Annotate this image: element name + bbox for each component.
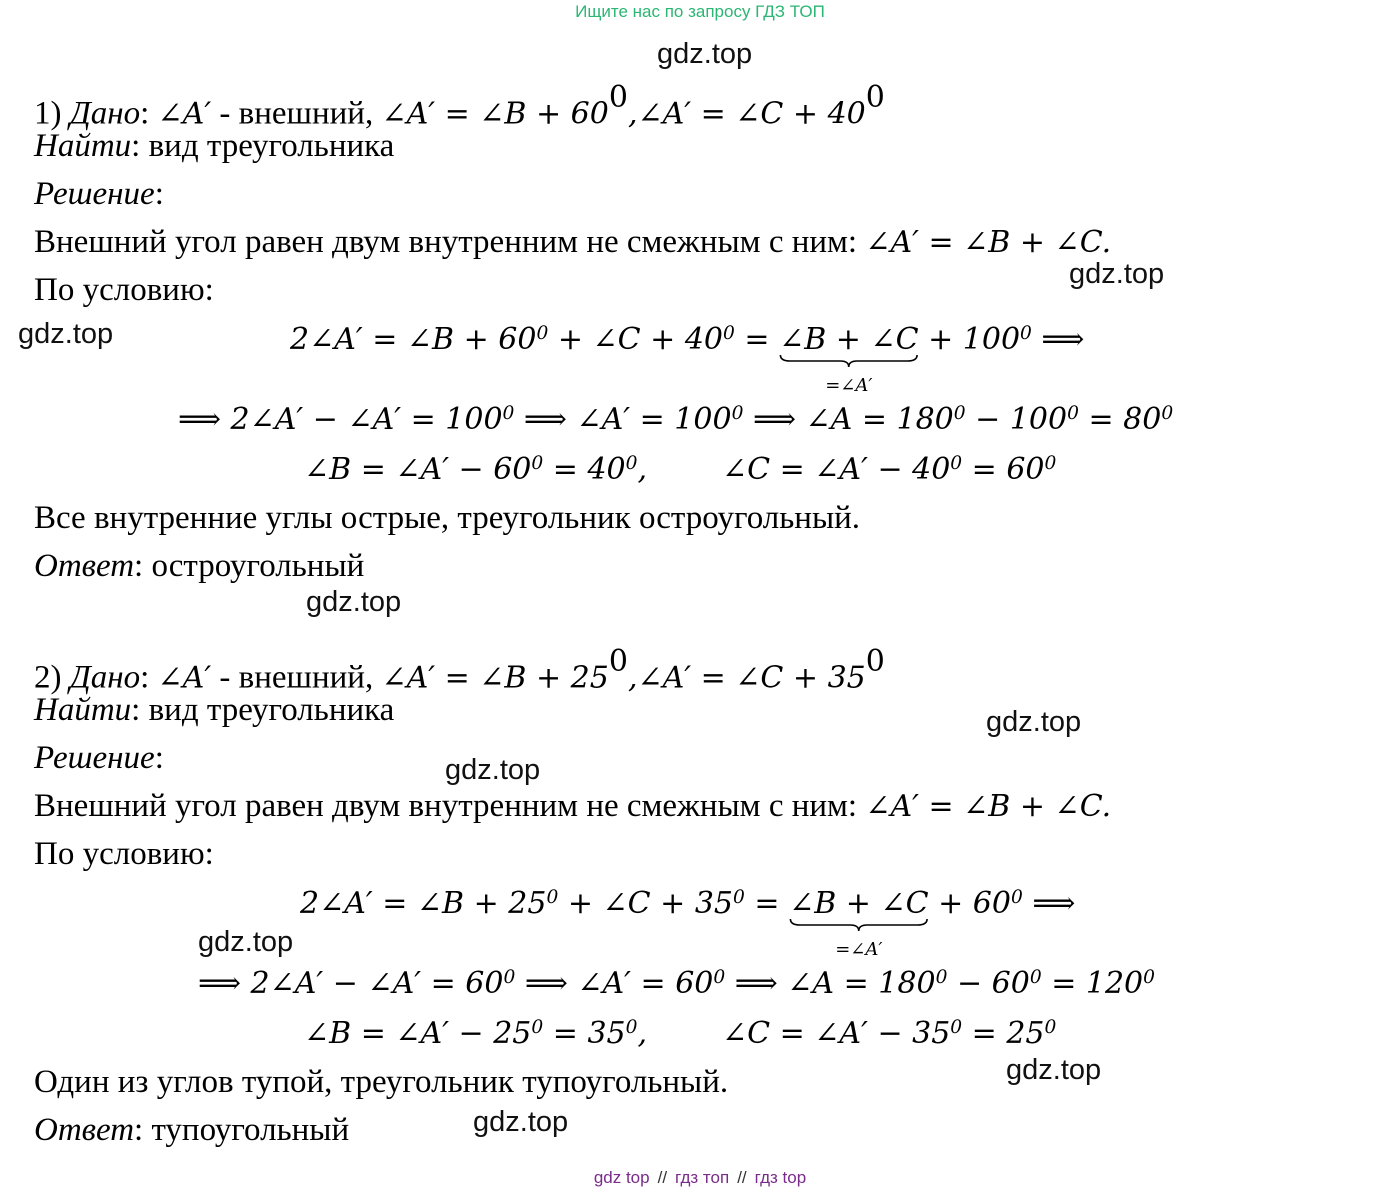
conclusion-line: Все внутренние углы острые, треугольник остроугольный. <box>34 500 861 536</box>
watermark: gdz.top <box>306 586 402 618</box>
watermark: gdz.top <box>445 754 541 786</box>
conclusion-line: Один из углов тупой, треугольник тупоугольный. <box>34 1064 729 1100</box>
rule-equation: ∠A′ = ∠B + ∠C. <box>865 225 1112 260</box>
given-eq: ,∠A′ = ∠C + 35 <box>627 660 866 696</box>
equation-line-1: 2∠A′ = ∠B + $60^0$ + ∠C + $40^0$ = ∠B + ∠C =∠A′ + $100^0$ ⟹ <box>290 320 1084 360</box>
given-line: 2) Дано: ∠A′ - внешний, ∠A′ = ∠B + $25^0,\angle A'$ = ∠C + $35^0$ <box>34 644 885 696</box>
given-eq: ∠A′ = ∠B + 25 <box>381 660 609 696</box>
answer-value: : тупоугольный <box>134 1112 350 1148</box>
watermark: gdz.top <box>18 318 114 350</box>
equation-line-2: ⟹ 2∠A′ − ∠A′ = $60^0$ ⟹ ∠A′ = $60^0$ ⟹ ∠A = $180^0 - 60^0 = 120^0$ <box>198 966 1155 1001</box>
find-line: Найти: вид треугольника <box>34 128 395 164</box>
watermark: gdz.top <box>986 706 1082 738</box>
condition-line: По условию: <box>34 272 214 308</box>
answer-line <box>34 1110 349 1150</box>
answer-label: Ответ <box>34 1112 135 1148</box>
find-label: Найти <box>34 128 132 164</box>
solution-heading: Решение: <box>34 740 164 776</box>
answer-label: Ответ <box>34 548 135 584</box>
find-line: Найти: вид треугольника <box>34 692 395 728</box>
underbrace-group: ∠B + ∠C =∠A′ <box>779 320 918 360</box>
watermark: gdz.top <box>473 1106 569 1138</box>
underbrace-label: =∠A′ <box>835 939 883 960</box>
problem-number: 1) <box>34 95 62 132</box>
equation-line-1: 2∠A′ = ∠B + $25^0$ + ∠C + $35^0$ = ∠B + ∠C =∠A′ + $60^0$ ⟹ <box>300 884 1075 924</box>
equation-line-3: ∠B = ∠A′ − $25^0 = 35^0$, <box>304 1016 648 1051</box>
given-line: 1) Дано: ∠A′ - внешний, ∠A′ = ∠B + $60^0,\angle A'$ = ∠C + $40^0$ <box>34 80 885 132</box>
underbrace-label: =∠A′ <box>825 375 873 396</box>
footer-link-gdz-top-ru[interactable]: гдз топ <box>675 1168 730 1187</box>
top-banner[interactable]: Ищите нас по запросу ГДЗ ТОП <box>575 2 825 21</box>
equation-line-2: ⟹ 2∠A′ − ∠A′ = $100^0$ ⟹ ∠A′ = $100^0$ ⟹ ∠A = $180^0 - 100^0 = 80^0$ <box>178 402 1174 437</box>
given-eq: ∠A′ = ∠B + 60 <box>381 96 609 132</box>
watermark: gdz.top <box>1006 1054 1102 1086</box>
footer-links: gdz top // гдз топ // гдз top <box>593 1168 807 1187</box>
given-label: Дано <box>69 659 141 696</box>
solution-heading: Решение: <box>34 176 164 212</box>
answer-line <box>34 546 364 586</box>
footer-link-gdz-top[interactable]: gdz top <box>593 1168 650 1187</box>
find-label: Найти <box>34 692 132 728</box>
equation-line-3: ∠B = ∠A′ − $60^0 = 40^0$, <box>304 452 648 487</box>
footer-link-gdz-top-mixed[interactable]: гдз top <box>754 1168 807 1187</box>
watermark: gdz.top <box>1069 258 1165 290</box>
angle: ∠A′ <box>157 96 212 132</box>
condition-line: По условию: <box>34 836 214 872</box>
equation-line-3b: ∠C = ∠A′ − $40^0 = 60^0$ <box>722 452 1057 487</box>
underbrace-group: ∠B + ∠C =∠A′ <box>789 884 928 924</box>
watermark: gdz.top <box>657 38 753 70</box>
given-eq: ,∠A′ = ∠C + 40 <box>627 96 866 132</box>
problem-number: 2) <box>34 659 62 696</box>
rule-line: Внешний угол равен двум внутренним не смежным с ним: ∠A′ = ∠B + ∠C. <box>34 788 1112 824</box>
equation-line-3b: ∠C = ∠A′ − $35^0 = 25^0$ <box>722 1016 1057 1051</box>
watermark: gdz.top <box>198 926 294 958</box>
given-label: Дано <box>69 95 141 132</box>
angle: ∠A′ <box>157 660 212 696</box>
rule-equation: ∠A′ = ∠B + ∠C. <box>865 789 1112 824</box>
answer-value: : остроугольный <box>134 548 365 584</box>
rule-line: Внешний угол равен двум внутренним не смежным с ним: ∠A′ = ∠B + ∠C. <box>34 224 1112 260</box>
